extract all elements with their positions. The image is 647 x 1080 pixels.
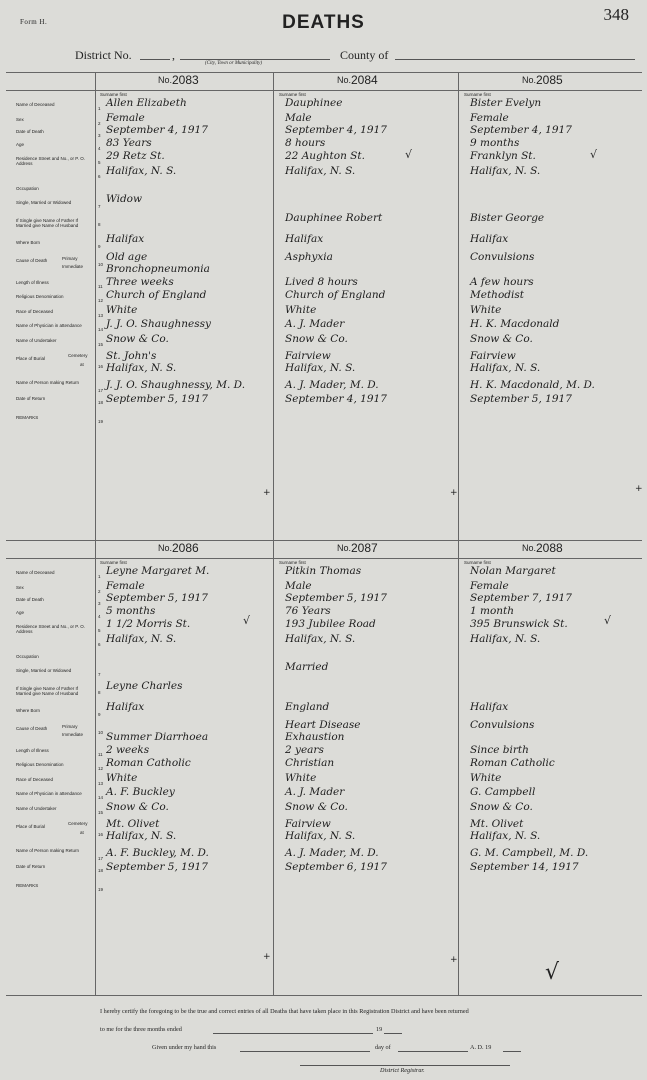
row-label-where_born: Where Born — [16, 708, 41, 713]
line-number: 16 — [98, 364, 104, 369]
line-number: 3 — [98, 601, 101, 606]
residence-street: 395 Brunswick St. — [470, 618, 568, 630]
line-number: 2 — [98, 589, 101, 594]
horizontal-rule — [6, 558, 642, 559]
county-label: County of — [340, 48, 389, 62]
residence-street: 193 Jubilee Road — [285, 618, 376, 630]
line-number: 6 — [98, 642, 101, 647]
deceased-name: Allen Elizabeth — [106, 97, 187, 109]
residence-street: Franklyn St. — [470, 150, 536, 162]
surname-first-label: Surname first — [464, 92, 491, 97]
physician-name: A. J. Mader — [285, 318, 345, 330]
row-label-burial: Place of Burial — [16, 356, 46, 361]
entry-number: 2088 — [536, 541, 563, 555]
sex-value: Male — [285, 580, 312, 592]
day-of-line — [398, 1050, 468, 1052]
entry-number-prefix: No. — [337, 543, 352, 553]
death-register-page: Form H. DEATHS 348 District No. , (City, Town or Municipality) County of Name of Deceased Sex Date of Death Age Residence Street and No., or P. O. Address Occupation Single, Married or Widowed If Single give Name of Father If Married give Name of Husband Where Born Cause of Death Length of Illness Religious Denomination Race of Deceased Name of Physician in attendance Name of Undertaker Place of Burial Name of Person making Return Date of Return REMARKS Primary Immediate Cemetery at Name of Deceased Sex Date of Death Age Residence Street and No., or P. O. Address Occupation Single, Married or Widowed If Single give Name of Father If Married give Name of Husband Where Born Cause of Death Length of Illness Religious Denomination Race of Deceased Name of Physician in attendance Name of Undertaker Place of Burial Name of Person making Return Date of Return REMARKS Primary Immediate Cemetery at No. 2083 Surname first 1 2 3 4 5 6 7 8 9 10 11 12 13 14 15 16 17 18 19 Allen Elizabeth Female September 4, 1917 83 Years 29 Retz St. Halifax, N. S. Widow Halifax Old age Bronchopneumonia Three weeks Church of England White J. J. O. Shaughnessy Snow & Co. St. John's Halifax, N. S. J. J. O. Shaughnessy, M. D. September 5, 1917 No. 2084 Surname first Dauphinee Male September 4, 1917 8 hours 22 Aughton St. Halifax, N. S. Dauphinee Robert Halifax Asphyxia Lived 8 hours Church of England White A. J. Mader Snow & Co. Fairview Halifax, N. S. A. J. Mader, M. D. September 4, 1917 No. 2085 Surname first Bister Evelyn Female September 4, 1917 9 months Franklyn St. Halifax, N. S. Bister George Halifax Convulsions A few hours Methodist White H. K. Macdonald Snow & Co. Fairview Halifax, N. S. H. K. Macdonald, M. D. September 5, 1917 No. 2086 Surname first 1 2 3 4 5 6 7 8 9 10 11 12 13 14 15 16 17 18 19 Leyne Margaret M. Female September 5, 1917 5 months 1 1/2 Morris St. Halifax, N. S. Leyne Charles Halifax Summer Diarrhoea 2 weeks Roman Catholic White A. F. Buckley Snow & Co. Mt. Olivet Halifax, N. S. A. F. Buckley, M. D. September 5, 1917 No. 2087 Surname first Pitkin Thomas Male September 5, 1917 76 Years 193 Jubilee Road Halifax, N. S. Married England Heart Disease Exhaustion 2 years Christian White A. J. Mader Snow & Co. Fairview Halifax, N. S. A. J. Mader, M. D. September 6, 1917 No. 2088 Surname first Nolan Margaret Female September 7, 1917 1 month 395 Brunswick St. Halifax, N. S. Halifax Convulsions Since birth Roman Catholic White G. Campbell Snow & Co. Mt. Olivet Halifax, N. S. G. M. Campbell, M. D. September 14, 1917 √ √ √ √ + + + + + √ I hereby certify the foregoing to be the true and correct entries of all Deaths that have taken place in this Registration District and have been returned to me for the three months ended 19 Given under my hand this day of A. D. 19 District Registrar. — [0, 0, 647, 1080]
registrar-line — [300, 1064, 510, 1066]
row-label-immediate: Immediate — [62, 264, 84, 269]
line-number: 10 — [98, 730, 104, 735]
row-label-remarks: REMARKS — [16, 883, 39, 888]
day-of-label: day of — [375, 1044, 391, 1051]
religion-value: Church of England — [106, 289, 207, 301]
row-label-age: Age — [16, 610, 25, 615]
row-label-physician: Name of Physician in attendance — [16, 323, 82, 328]
line-number: 18 — [98, 868, 104, 873]
line-number: 9 — [98, 712, 101, 717]
line-number: 9 — [98, 244, 101, 249]
line-number: 18 — [98, 400, 104, 405]
undertaker-name: Snow & Co. — [470, 333, 533, 345]
row-label-age: Age — [16, 142, 25, 147]
line-number: 17 — [98, 388, 104, 393]
return-person: A. F. Buckley, M. D. — [106, 847, 209, 859]
row-label-person_return: Name of Person making Return — [16, 848, 80, 853]
line-number: 5 — [98, 160, 101, 165]
parent-name: Dauphinee Robert — [285, 212, 383, 224]
line-number: 7 — [98, 672, 101, 677]
entry-number: 2086 — [172, 541, 199, 555]
residence-street: 1 1/2 Morris St. — [106, 618, 191, 630]
page-number: 348 — [603, 5, 629, 24]
race-value: White — [285, 772, 317, 784]
row-label-remarks: REMARKS — [16, 415, 39, 420]
illness-length: 2 weeks — [106, 744, 150, 756]
check-mark-icon: √ — [604, 614, 612, 627]
row-label-where_born: Where Born — [16, 240, 41, 245]
cause-immediate: Exhaustion — [285, 731, 345, 743]
death-date: September 7, 1917 — [470, 592, 572, 604]
return-date: September 14, 1917 — [470, 861, 579, 873]
row-label-parent: If Single give Name of Father If Married give Name of Husband — [16, 686, 79, 696]
undertaker-name: Snow & Co. — [470, 801, 533, 813]
return-date: September 5, 1917 — [106, 861, 208, 873]
religion-value: Roman Catholic — [470, 757, 555, 769]
age-value: 5 months — [106, 605, 156, 617]
physician-name: J. J. O. Shaughnessy — [106, 318, 211, 330]
residence-street: 22 Aughton St. — [285, 150, 365, 162]
burial-place: Halifax, N. S. — [285, 362, 356, 374]
sex-value: Female — [106, 580, 145, 592]
marital-status: Widow — [106, 193, 142, 205]
sex-value: Female — [470, 580, 509, 592]
cemetery-name: Fairview — [470, 350, 516, 362]
row-label-date_death: Date of Death — [16, 597, 44, 602]
year-prefix: 19 — [376, 1026, 383, 1033]
entry-number-prefix: No. — [337, 75, 352, 85]
row-label-residence: Residence Street and No., or P. O. Address — [16, 156, 85, 166]
entry-number-prefix: No. — [158, 543, 173, 553]
line-number: 7 — [98, 204, 101, 209]
undertaker-name: Snow & Co. — [106, 333, 169, 345]
line-number: 6 — [98, 174, 101, 179]
burial-place: Halifax, N. S. — [470, 362, 541, 374]
age-value: 1 month — [470, 605, 515, 617]
religion-value: Christian — [285, 757, 335, 769]
age-value: 76 Years — [285, 605, 331, 617]
row-label-person_return: Name of Person making Return — [16, 380, 80, 385]
district-label: District No. — [75, 48, 132, 62]
parent-name: Leyne Charles — [106, 680, 183, 692]
religion-value: Church of England — [285, 289, 386, 301]
row-label-date_return: Date of Return — [16, 396, 46, 401]
residence-city: Halifax, N. S. — [285, 165, 356, 177]
plus-mark-icon: + — [450, 955, 458, 965]
entry-number-prefix: No. — [522, 75, 537, 85]
birthplace: Halifax — [285, 233, 324, 245]
row-label-race: Race of Deceased — [16, 777, 54, 782]
race-value: White — [470, 772, 502, 784]
birthplace: Halifax — [106, 701, 145, 713]
line-number: 14 — [98, 795, 104, 800]
row-label-parent: If Single give Name of Father If Married give Name of Husband — [16, 218, 79, 228]
residence-city: Halifax, N. S. — [470, 165, 541, 177]
city-note: (City, Town or Municipality) — [205, 61, 263, 66]
undertaker-name: Snow & Co. — [285, 333, 348, 345]
row-label-primary: Primary — [62, 724, 78, 729]
age-value: 83 Years — [106, 137, 152, 149]
entry-number-prefix: No. — [158, 75, 173, 85]
row-label-cause: Cause of Death — [16, 726, 48, 731]
surname-first-label: Surname first — [279, 560, 306, 565]
row-label-marital: Single, Married or Widowed — [16, 200, 72, 205]
cause-primary: Convulsions — [470, 719, 535, 731]
large-check-icon: √ — [545, 960, 560, 985]
residence-city: Halifax, N. S. — [106, 633, 177, 645]
cemetery-name: St. John's — [106, 350, 157, 362]
parent-name: Bister George — [470, 212, 545, 224]
surname-first-label: Surname first — [279, 92, 306, 97]
row-label-length: Length of Illness — [16, 280, 49, 285]
row-label-date_death: Date of Death — [16, 129, 44, 134]
year-line — [384, 1032, 402, 1034]
row-label-cause: Cause of Death — [16, 258, 48, 263]
return-person: A. J. Mader, M. D. — [285, 847, 379, 859]
residence-city: Halifax, N. S. — [470, 633, 541, 645]
surname-first-label: Surname first — [464, 560, 491, 565]
row-label-name: Name of Deceased — [16, 570, 55, 575]
return-date: September 5, 1917 — [470, 393, 572, 405]
line-number: 14 — [98, 327, 104, 332]
line-number: 11 — [98, 284, 103, 289]
given-line — [240, 1050, 370, 1052]
plus-mark-icon: + — [263, 952, 271, 962]
cemetery-name: Fairview — [285, 818, 331, 830]
plus-mark-icon: + — [635, 484, 643, 494]
page-title: DEATHS — [282, 12, 365, 33]
row-label-at: at — [80, 362, 84, 367]
sex-value: Female — [106, 112, 145, 124]
surname-first-label: Surname first — [100, 560, 127, 565]
line-number: 3 — [98, 133, 101, 138]
check-mark-icon: √ — [405, 148, 413, 161]
return-person: A. J. Mader, M. D. — [285, 379, 379, 391]
return-date: September 4, 1917 — [285, 393, 387, 405]
line-number: 16 — [98, 832, 104, 837]
deceased-name: Nolan Margaret — [470, 565, 556, 577]
entry-number-prefix: No. — [522, 543, 537, 553]
ad-line — [503, 1050, 521, 1052]
burial-place: Halifax, N. S. — [285, 830, 356, 842]
race-value: White — [106, 772, 138, 784]
cause-immediate: Bronchopneumonia — [106, 263, 210, 275]
deceased-name: Leyne Margaret M. — [106, 565, 210, 577]
row-label-burial: Place of Burial — [16, 824, 46, 829]
line-number: 15 — [98, 810, 104, 815]
cemetery-name: Fairview — [285, 350, 331, 362]
ad-label: A. D. 19 — [470, 1044, 492, 1051]
county-line — [395, 58, 635, 60]
return-date: September 5, 1917 — [106, 393, 208, 405]
column-divider — [458, 72, 459, 995]
cause-primary: Asphyxia — [285, 251, 333, 263]
row-label-cemetery: Cemetery — [68, 353, 88, 358]
physician-name: A. J. Mader — [285, 786, 345, 798]
plus-mark-icon: + — [263, 488, 271, 498]
illness-length: A few hours — [470, 276, 534, 288]
column-divider — [273, 72, 274, 995]
check-mark-icon: √ — [243, 614, 251, 627]
row-label-residence: Residence Street and No., or P. O. Address — [16, 624, 85, 634]
line-number: 5 — [98, 628, 101, 633]
line-number: 17 — [98, 856, 104, 861]
burial-place: Halifax, N. S. — [470, 830, 541, 842]
cause-primary: Convulsions — [470, 251, 535, 263]
row-label-occupation: Occupation — [16, 654, 39, 659]
horizontal-rule — [6, 90, 642, 91]
residence-city: Halifax, N. S. — [285, 633, 356, 645]
burial-place: Halifax, N. S. — [106, 830, 177, 842]
three-months-label: to me for the three months ended — [100, 1026, 182, 1033]
age-value: 9 months — [470, 137, 520, 149]
illness-length: Since birth — [470, 744, 529, 756]
line-number: 12 — [98, 766, 104, 771]
ended-line — [213, 1032, 373, 1034]
cause-primary: Heart Disease — [285, 719, 361, 731]
row-label-length: Length of Illness — [16, 748, 49, 753]
row-label-marital: Single, Married or Widowed — [16, 668, 72, 673]
age-value: 8 hours — [285, 137, 326, 149]
row-label-immediate: Immediate — [62, 732, 84, 737]
given-label: Given under my hand this — [152, 1044, 217, 1051]
return-person: H. K. Macdonald, M. D. — [470, 379, 595, 391]
line-number: 13 — [98, 313, 104, 318]
cemetery-name: Mt. Olivet — [470, 818, 524, 830]
death-date: September 4, 1917 — [285, 124, 387, 136]
certification-text: I hereby certify the foregoing to be the true and correct entries of all Deaths that have taken place in this Registration District and have been returned — [100, 1008, 469, 1015]
illness-length: Three weeks — [106, 276, 174, 288]
entry-number: 2087 — [351, 541, 378, 555]
surname-first-label: Surname first — [100, 92, 127, 97]
registrar-label: District Registrar. — [380, 1067, 425, 1074]
row-label-sex: Sex — [16, 585, 24, 590]
line-number: 8 — [98, 222, 101, 227]
race-value: White — [285, 304, 317, 316]
death-date: September 5, 1917 — [285, 592, 387, 604]
row-label-undertaker: Name of Undertaker — [16, 806, 57, 811]
residence-city: Halifax, N. S. — [106, 165, 177, 177]
row-label-occupation: Occupation — [16, 186, 39, 191]
entry-number: 2083 — [172, 73, 199, 87]
physician-name: H. K. Macdonald — [470, 318, 560, 330]
birthplace: England — [285, 701, 330, 713]
row-label-name: Name of Deceased — [16, 102, 55, 107]
check-mark-icon: √ — [590, 148, 598, 161]
row-label-primary: Primary — [62, 256, 78, 261]
cause-immediate: Summer Diarrhoea — [106, 731, 209, 743]
death-date: September 4, 1917 — [106, 124, 208, 136]
column-divider — [95, 72, 96, 995]
line-number: 2 — [98, 121, 101, 126]
row-label-at: at — [80, 830, 84, 835]
sex-value: Male — [285, 112, 312, 124]
death-date: September 4, 1917 — [470, 124, 572, 136]
marital-status: Married — [285, 661, 329, 673]
return-person: J. J. O. Shaughnessy, M. D. — [106, 379, 246, 391]
line-number: 11 — [98, 752, 103, 757]
birthplace: Halifax — [470, 701, 509, 713]
district-line — [140, 58, 170, 60]
line-number: 15 — [98, 342, 104, 347]
death-date: September 5, 1917 — [106, 592, 208, 604]
race-value: White — [106, 304, 138, 316]
deceased-name: Dauphinee — [285, 97, 343, 109]
row-label-sex: Sex — [16, 117, 24, 122]
entry-number: 2084 — [351, 73, 378, 87]
religion-value: Methodist — [470, 289, 524, 301]
deceased-name: Pitkin Thomas — [285, 565, 362, 577]
deceased-name: Bister Evelyn — [470, 97, 542, 109]
line-number: 19 — [98, 887, 104, 892]
physician-name: A. F. Buckley — [106, 786, 175, 798]
undertaker-name: Snow & Co. — [285, 801, 348, 813]
cemetery-name: Mt. Olivet — [106, 818, 160, 830]
physician-name: G. Campbell — [470, 786, 536, 798]
residence-street: 29 Retz St. — [106, 150, 165, 162]
illness-length: Lived 8 hours — [285, 276, 358, 288]
line-number: 10 — [98, 262, 104, 267]
birthplace: Halifax — [106, 233, 145, 245]
line-number: 1 — [98, 106, 101, 111]
return-person: G. M. Campbell, M. D. — [470, 847, 589, 859]
race-value: White — [470, 304, 502, 316]
line-number: 4 — [98, 146, 101, 151]
line-number: 4 — [98, 614, 101, 619]
form-number: Form H. — [20, 18, 48, 26]
line-number: 1 — [98, 574, 101, 579]
row-label-religion: Religious Denomination — [16, 762, 64, 767]
row-label-physician: Name of Physician in attendance — [16, 791, 82, 796]
plus-mark-icon: + — [450, 488, 458, 498]
line-number: 19 — [98, 419, 104, 424]
undertaker-name: Snow & Co. — [106, 801, 169, 813]
row-label-religion: Religious Denomination — [16, 294, 64, 299]
horizontal-rule — [6, 995, 642, 996]
row-label-cemetery: Cemetery — [68, 821, 88, 826]
line-number: 13 — [98, 781, 104, 786]
line-number: 12 — [98, 298, 104, 303]
city-line — [180, 58, 330, 60]
cause-primary: Old age — [106, 251, 148, 263]
line-number: 8 — [98, 690, 101, 695]
birthplace: Halifax — [470, 233, 509, 245]
illness-length: 2 years — [285, 744, 324, 756]
religion-value: Roman Catholic — [106, 757, 191, 769]
row-label-undertaker: Name of Undertaker — [16, 338, 57, 343]
return-date: September 6, 1917 — [285, 861, 387, 873]
burial-place: Halifax, N. S. — [106, 362, 177, 374]
entry-number: 2085 — [536, 73, 563, 87]
sex-value: Female — [470, 112, 509, 124]
row-label-race: Race of Deceased — [16, 309, 54, 314]
row-label-date_return: Date of Return — [16, 864, 46, 869]
